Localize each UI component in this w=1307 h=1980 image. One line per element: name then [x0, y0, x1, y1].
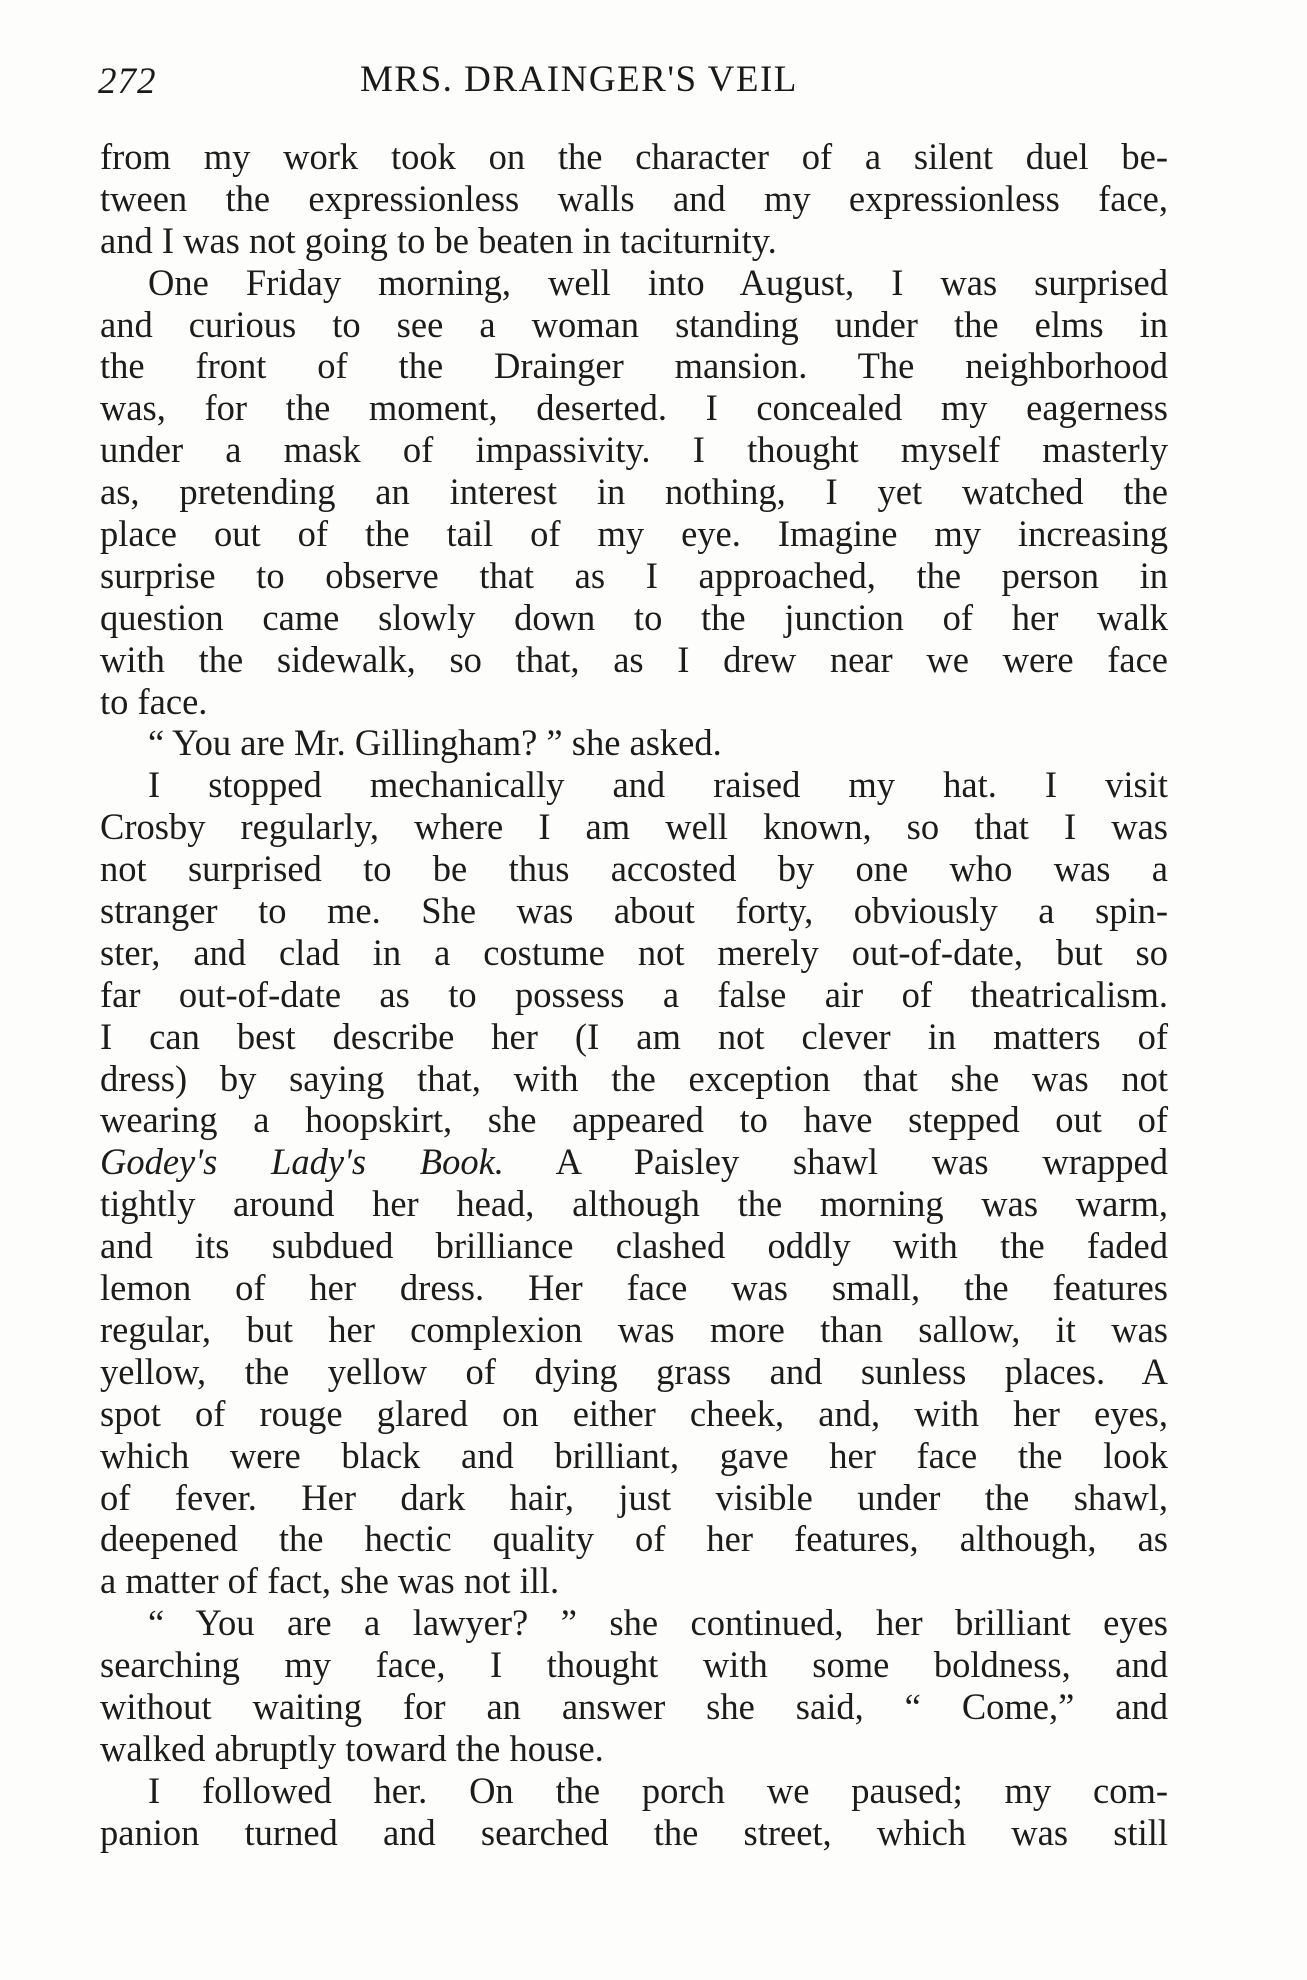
- line-text: “ You are Mr. Gillingham? ” she asked.: [148, 722, 722, 764]
- page-number: 272: [98, 61, 157, 102]
- text-line: [100, 1602, 1168, 1644]
- text-line: [100, 1267, 1168, 1309]
- text-line: [100, 974, 1168, 1016]
- body-text: [100, 136, 1168, 1854]
- text-line: [100, 262, 1168, 304]
- line-text: place out of the tail of my eye. Imagine my increasing: [100, 513, 1168, 555]
- text-line: [100, 1058, 1168, 1100]
- line-text: spot of rouge glared on either cheek, and, with her eyes,: [100, 1392, 1168, 1434]
- line-text: regular, but her complexion was more than sallow, it was: [100, 1308, 1168, 1350]
- text-line: [100, 555, 1168, 597]
- text-line: [100, 722, 1168, 764]
- text-line: [100, 1560, 1168, 1602]
- line-text: not surprised to be thus accosted by one who was a: [100, 848, 1168, 890]
- line-text: and curious to see a woman standing under the elms in: [100, 303, 1168, 345]
- line-text: tightly around her head, although the morning was warm,: [100, 1183, 1168, 1225]
- line-text: panion turned and searched the street, which was still: [100, 1811, 1168, 1853]
- line-text: the front of the Drainger mansion. The neighborhood: [100, 345, 1168, 387]
- text-line: [100, 513, 1168, 555]
- text-line: [100, 1435, 1168, 1477]
- line-text: I stopped mechanically and raised my hat. I visit: [148, 764, 1168, 806]
- text-line: [100, 764, 1168, 806]
- text-line: [100, 890, 1168, 932]
- line-text: deepened the hectic quality of her features, although, as: [100, 1518, 1168, 1560]
- text-line: [100, 345, 1168, 387]
- line-text: “ You are a lawyer? ” she continued, her brilliant eyes: [148, 1602, 1168, 1644]
- text-line: [100, 304, 1168, 346]
- line-text: under a mask of impassivity. I thought myself masterly: [100, 429, 1168, 471]
- text-line: [100, 429, 1168, 471]
- text-line: [100, 1770, 1168, 1812]
- line-text: which were black and brilliant, gave her face the look: [100, 1434, 1168, 1476]
- line-text: of fever. Her dark hair, just visible under the shawl,: [100, 1476, 1168, 1518]
- line-text: yellow, the yellow of dying grass and sunless places. A: [100, 1350, 1168, 1392]
- text-line: [100, 639, 1168, 681]
- line-text: to face.: [100, 680, 208, 722]
- text-line: [100, 387, 1168, 429]
- text-line: [100, 1518, 1168, 1560]
- text-line: [100, 1351, 1168, 1393]
- line-text: from my work took on the character of a silent duel be-: [100, 136, 1168, 177]
- line-text: and I was not going to be beaten in taciturnity.: [100, 219, 777, 261]
- line-text: stranger to me. She was about forty, obviously a spin-: [100, 890, 1168, 932]
- line-text: I followed her. On the porch we paused; my com-: [148, 1769, 1168, 1811]
- text-line: [100, 178, 1168, 220]
- line-text: dress) by saying that, with the exception that she was not: [100, 1057, 1168, 1099]
- text-line: [100, 220, 1168, 262]
- text-line: [100, 1225, 1168, 1267]
- text-line: [100, 1309, 1168, 1351]
- italic-title: Godey's Lady's Book.: [100, 1141, 504, 1183]
- running-title: MRS. DRAINGER'S VEIL: [360, 59, 798, 100]
- line-text: was, for the moment, deserted. I concealed my eagerness: [100, 387, 1168, 429]
- line-text: question came slowly down to the junction of her walk: [100, 596, 1168, 638]
- line-text: One Friday morning, well into August, I was surprised: [148, 261, 1168, 303]
- text-line: [100, 1686, 1168, 1728]
- text-line: [100, 1644, 1168, 1686]
- line-text: wearing a hoopskirt, she appeared to have stepped out of: [100, 1099, 1168, 1141]
- text-line: [100, 597, 1168, 639]
- text-line: [100, 1099, 1168, 1141]
- line-text: ster, and clad in a costume not merely out-of-date, but so: [100, 931, 1168, 973]
- line-text: I can best describe her (I am not clever in matters of: [100, 1015, 1168, 1057]
- line-text: and its subdued brilliance clashed oddly with the faded: [100, 1225, 1168, 1267]
- text-line: [100, 848, 1168, 890]
- text-line: [100, 1016, 1168, 1058]
- text-line: [100, 1141, 1168, 1183]
- text-line: [100, 932, 1168, 974]
- text-line: [100, 681, 1168, 723]
- line-text: tween the expressionless walls and my expressionless face,: [100, 177, 1168, 219]
- text-line: [100, 1477, 1168, 1519]
- line-text: Crosby regularly, where I am well known, so that I was: [100, 806, 1168, 848]
- line-text: A Paisley shawl was wrapped: [503, 1141, 1168, 1183]
- line-text: lemon of her dress. Her face was small, the features: [100, 1267, 1168, 1309]
- text-line: [100, 1183, 1168, 1225]
- line-text: walked abruptly toward the house.: [100, 1727, 604, 1769]
- text-line: [100, 1728, 1168, 1770]
- line-text: surprise to observe that as I approached, the person in: [100, 554, 1168, 596]
- line-text: far out-of-date as to possess a false air of theatricalism.: [100, 973, 1168, 1015]
- line-text: without waiting for an answer she said, “ Come,” and: [100, 1685, 1168, 1727]
- line-text: searching my face, I thought with some boldness, and: [100, 1644, 1168, 1686]
- text-line: [100, 1393, 1168, 1435]
- line-text: as, pretending an interest in nothing, I yet watched the: [100, 471, 1168, 513]
- text-line: [100, 1812, 1168, 1854]
- text-line: [100, 471, 1168, 513]
- text-line: [100, 806, 1168, 848]
- line-text: with the sidewalk, so that, as I drew near we were face: [100, 638, 1168, 680]
- line-text: a matter of fact, she was not ill.: [100, 1560, 560, 1602]
- page-header: [98, 58, 1170, 106]
- text-line: [100, 136, 1168, 178]
